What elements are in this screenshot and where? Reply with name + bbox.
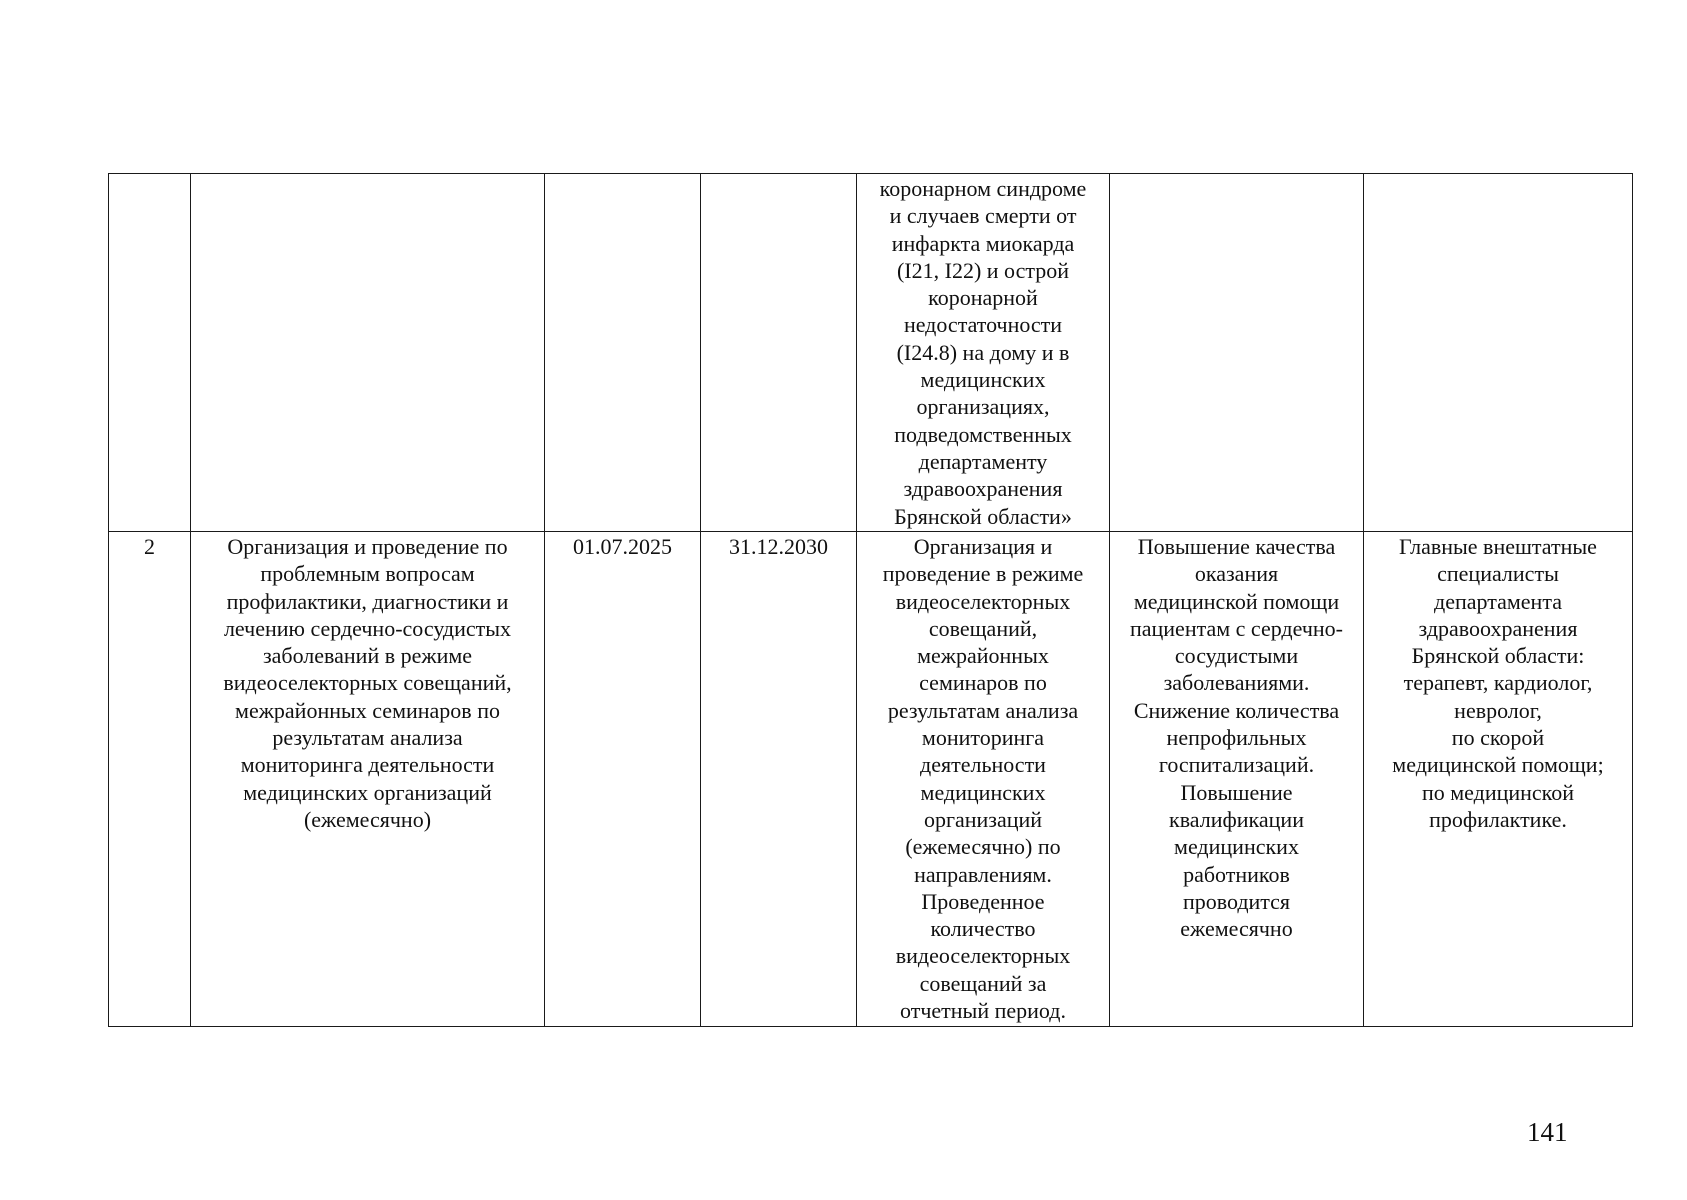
cell-result: Повышение качества оказания медицинской помощи пациентам с сердечно- сосудистыми заболеваниями. Снижение количества непрофильных госпитализаций. Повышение квалификации медицинских работников проводится ежемесячно bbox=[1110, 532, 1364, 1027]
cell-responsible: Главные внештатные специалисты департамента здравоохранения Брянской области: терапевт, кардиолог, невролог, по скорой медицинской помощи; по медицинской профилактике. bbox=[1364, 532, 1633, 1027]
page-number: 141 bbox=[1527, 1117, 1568, 1147]
cell-indicator: коронарном синдроме и случаев смерти от инфаркта миокарда (I21, I22) и острой коронарной недостаточности (I24.8) на дому и в медицинских организациях, подведомственных департаменту здравоохранения Брянской области» bbox=[857, 174, 1110, 532]
cell-activity: Организация и проведение по проблемным вопросам профилактики, диагностики и лечению сердечно-сосудистых заболеваний в режиме видеоселекторных совещаний, межрайонных семинаров по результатам анализа мониторинга деятельности медицинских организаций (ежемесячно) bbox=[191, 532, 545, 1027]
cell-end-date bbox=[701, 174, 857, 532]
cell-number bbox=[109, 174, 191, 532]
measures-table bbox=[108, 173, 1633, 1027]
cell-responsible bbox=[1364, 174, 1633, 532]
table-row-continuation bbox=[109, 174, 1633, 532]
cell-start-date bbox=[545, 174, 701, 532]
table-row-2 bbox=[109, 532, 1633, 1027]
cell-activity bbox=[191, 174, 545, 532]
cell-indicator: Организация и проведение в режиме видеоселекторных совещаний, межрайонных семинаров по результатам анализа мониторинга деятельности медицинских организаций (ежемесячно) по направлениям. Проведенное количество видеоселекторных совещаний за отчетный период. bbox=[857, 532, 1110, 1027]
cell-number: 2 bbox=[109, 532, 191, 1027]
cell-end-date: 31.12.2030 bbox=[701, 532, 857, 1027]
cell-start-date: 01.07.2025 bbox=[545, 532, 701, 1027]
cell-result bbox=[1110, 174, 1364, 532]
